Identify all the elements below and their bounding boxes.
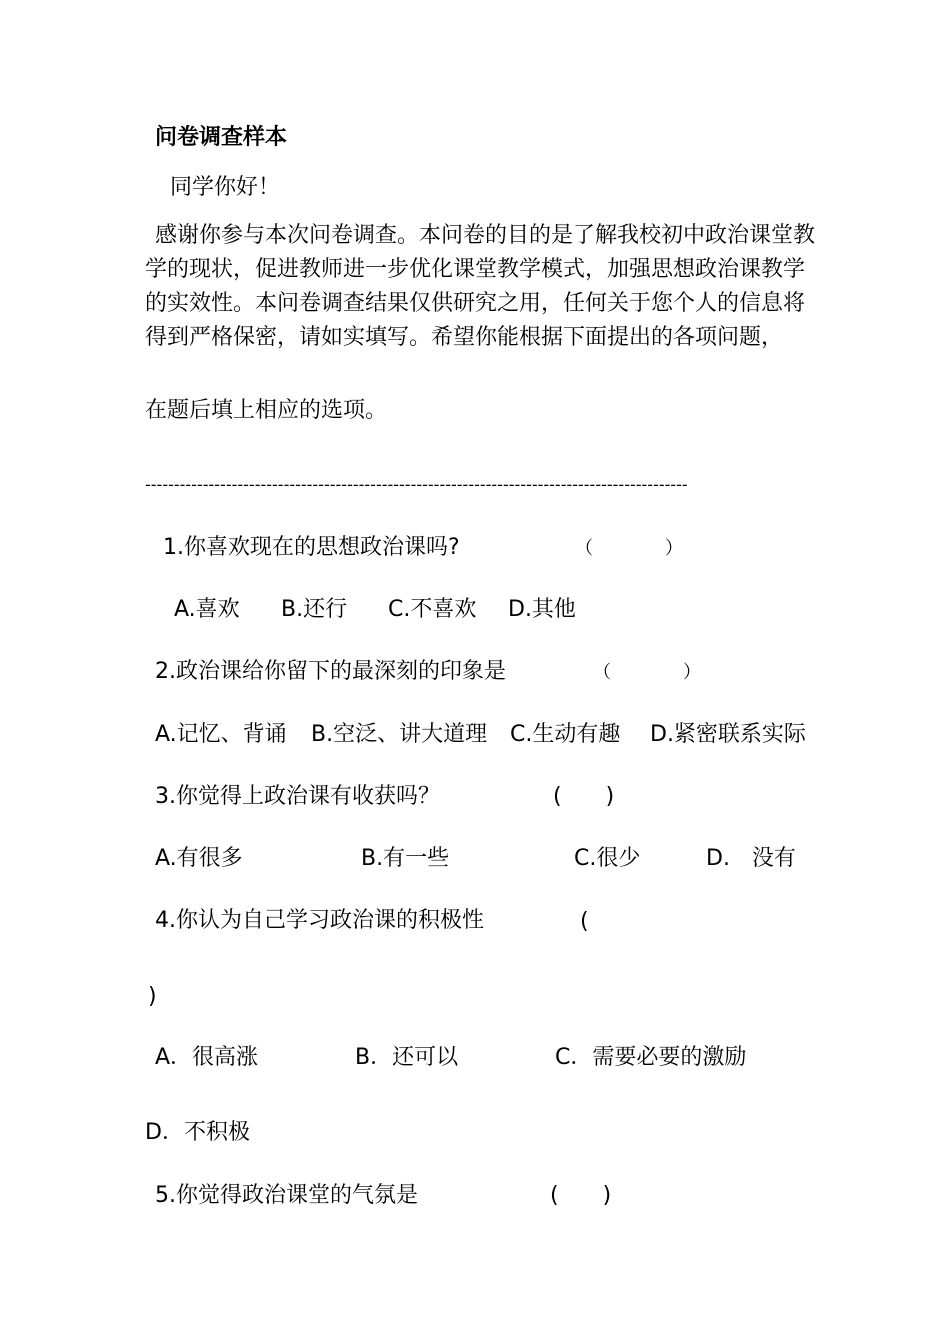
- q1-option-a: A.喜欢: [174, 597, 240, 622]
- q4-option-b: B．还可以: [355, 1045, 459, 1070]
- q2-option-d: D.紧密联系实际: [650, 722, 806, 747]
- intro-paragraph: 感谢你参与本次问卷调查。本问卷的目的是了解我校初中政治课堂教学的现状，促进教师进一步优化课堂教学模式，加强思想政治课教学的实效性。本问卷调查结果仅供研究之用，任何关于您个人的信息将得到严格保密，请如实填写。希望你能根据下面提出的各项问题，: [145, 223, 816, 350]
- answer-blank-5: ( ): [550, 1183, 612, 1208]
- question-3: 3.你觉得上政治课有收获吗？: [155, 784, 440, 809]
- question-4: 4.你认为自己学习政治课的积极性: [155, 908, 484, 933]
- q3-option-b: B.有一些: [361, 846, 450, 871]
- q3-option-d: D. 没有: [706, 846, 796, 871]
- answer-blank-2: （ ）: [593, 662, 701, 683]
- q4-option-d: D．不积极: [145, 1120, 250, 1145]
- answer-blank-4-close: ): [148, 984, 157, 1009]
- q2-option-b: B.空泛、讲大道理: [311, 722, 488, 747]
- question-2: 2.政治课给你留下的最深刻的印象是: [155, 659, 506, 684]
- q4-option-c: C．需要必要的激励: [555, 1045, 747, 1070]
- question-5: 5.你觉得政治课堂的气氛是: [155, 1183, 418, 1208]
- divider-line: ----------------------------------------------------------------------------------------------: [145, 475, 688, 494]
- greeting: 同学你好！: [170, 175, 281, 200]
- q1-option-c: C.不喜欢: [388, 597, 477, 622]
- answer-blank-1: （ ）: [575, 538, 683, 559]
- q2-option-c: C.生动有趣: [510, 722, 621, 747]
- answer-blank-4-open: (: [580, 909, 589, 934]
- q2-option-a: A.记忆、背诵: [155, 722, 287, 747]
- q1-option-d: D.其他: [508, 597, 576, 622]
- q1-option-b: B.还行: [281, 597, 348, 622]
- intro-tail: 在题后填上相应的选项。: [145, 398, 388, 423]
- document-title: 问卷调查样本: [155, 125, 288, 150]
- question-1: 1.你喜欢现在的思想政治课吗?: [163, 535, 460, 560]
- answer-blank-3: ( ): [553, 784, 615, 809]
- q4-option-a: A．很高涨: [155, 1045, 259, 1070]
- q3-option-c: C.很少: [574, 846, 641, 871]
- q3-option-a: A.有很多: [155, 846, 243, 871]
